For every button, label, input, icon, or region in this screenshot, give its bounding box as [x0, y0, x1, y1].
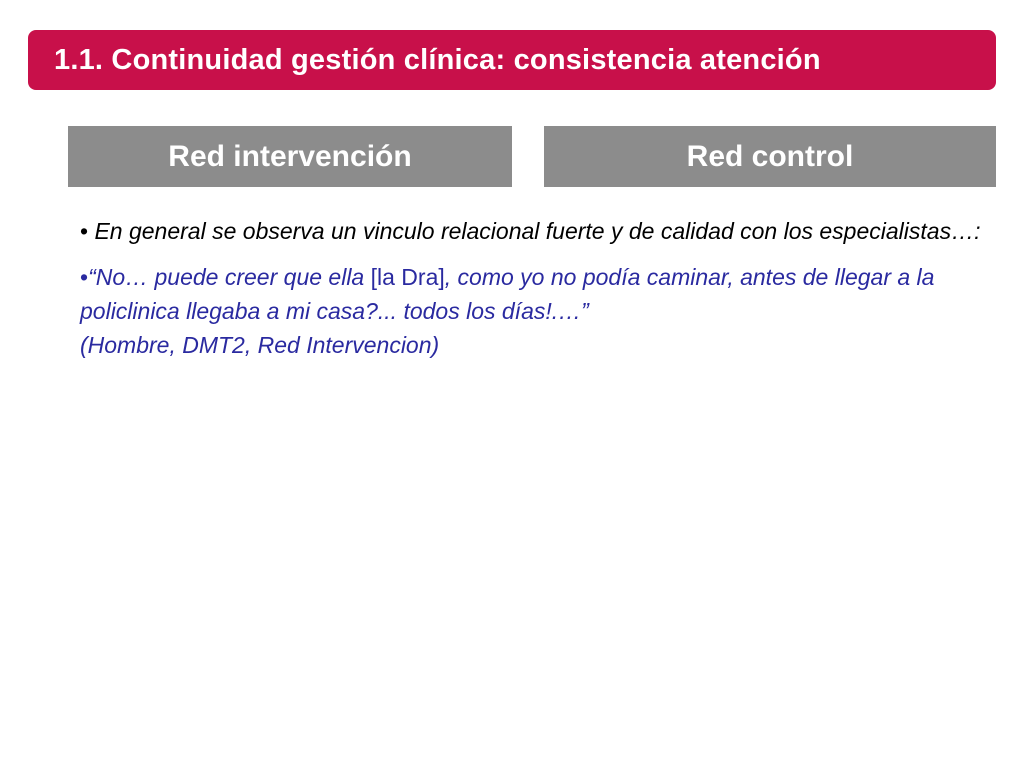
- quote-text-end: , como yo no podía caminar, antes de llegar a la policlinica llegaba a mi casa?... todos los días!.…”: [80, 264, 935, 324]
- column-header-red-control: Red control: [544, 126, 996, 187]
- bullet-marker: •: [80, 264, 89, 290]
- column-header-red-intervencion: Red intervención: [68, 126, 512, 187]
- quote-attribution: (Hombre, DMT2, Red Intervencion): [80, 332, 440, 358]
- quote-bracket-insert: [la Dra]: [370, 264, 445, 290]
- bullet-quote: [80, 260, 1000, 362]
- bullet-observation-text: En general se observa un vinculo relacional fuerte y de calidad con los especialistas…:: [88, 218, 981, 244]
- quote-text-start: “No… puede creer que ella: [88, 264, 371, 290]
- slide-content: [80, 214, 1000, 362]
- title-bar: [28, 30, 996, 90]
- slide-title: 1.1. Continuidad gestión clínica: consistencia atención: [54, 43, 821, 76]
- bullet-marker: •: [80, 218, 89, 244]
- bullet-observation: [80, 214, 1000, 248]
